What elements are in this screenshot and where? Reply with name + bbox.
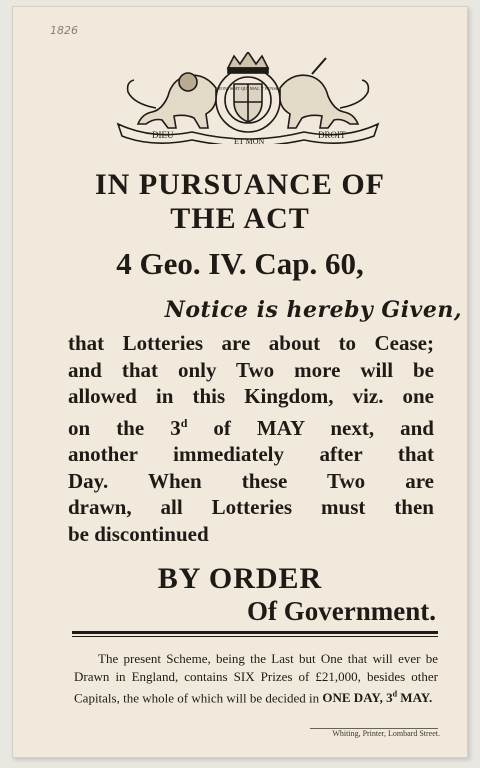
heading-line-2: THE ACT [170,202,310,235]
notice-body [68,330,434,547]
body-line: allowed in this Kingdom, viz. one [68,384,434,408]
body-line: be discontinued [68,521,209,546]
scheme-date-start: ONE DAY, 3 [322,690,393,706]
body-line: and that only Two more will be [68,357,434,382]
body-date-rest: of MAY next, and [187,415,434,440]
notice-heading: Notice is hereby Given, [164,297,462,323]
scheme-text: The present Scheme, being the Last but One that will ever be Drawn in England, contains SIX Prizes of £21,000, besides other Capitals, the whole of which will be decided in [74,651,438,706]
body-line: another immediately after that [68,442,434,466]
act-reference: 4 Geo. IV. Cap. 60, [116,246,364,281]
motto-right: DROIT [318,130,346,140]
heading-line-1: IN PURSUANCE OF [94,168,385,201]
scheme-date-end: MAY. [397,690,433,706]
divider-thin [72,636,438,637]
motto-left: DIEU [152,130,174,140]
body-line-date [68,410,434,442]
scheme-paragraph [74,650,438,707]
divider-thick [72,631,438,634]
body-line: that Lotteries are about to Cease; [68,331,434,355]
of-government-heading: Of Government. [247,596,436,626]
handwritten-note: 1826 [50,24,78,37]
printer-imprint: Whiting, Printer, Lombard Street. [332,729,440,738]
scheme-date [322,690,432,705]
royal-coat-of-arms [112,52,384,144]
date-ordinal: d [180,415,188,430]
motto-center: ET MON [234,137,265,144]
body-date-start: on the 3 [68,415,181,440]
body-line: drawn, all Lotteries must then [68,495,434,519]
scheme-date-ordinal: d [392,690,398,699]
by-order-heading: BY ORDER [157,562,323,595]
body-line: Day. When these Two are [68,468,434,493]
garter-motto: HONI SOIT QUI MAL Y PENSE [217,86,279,91]
